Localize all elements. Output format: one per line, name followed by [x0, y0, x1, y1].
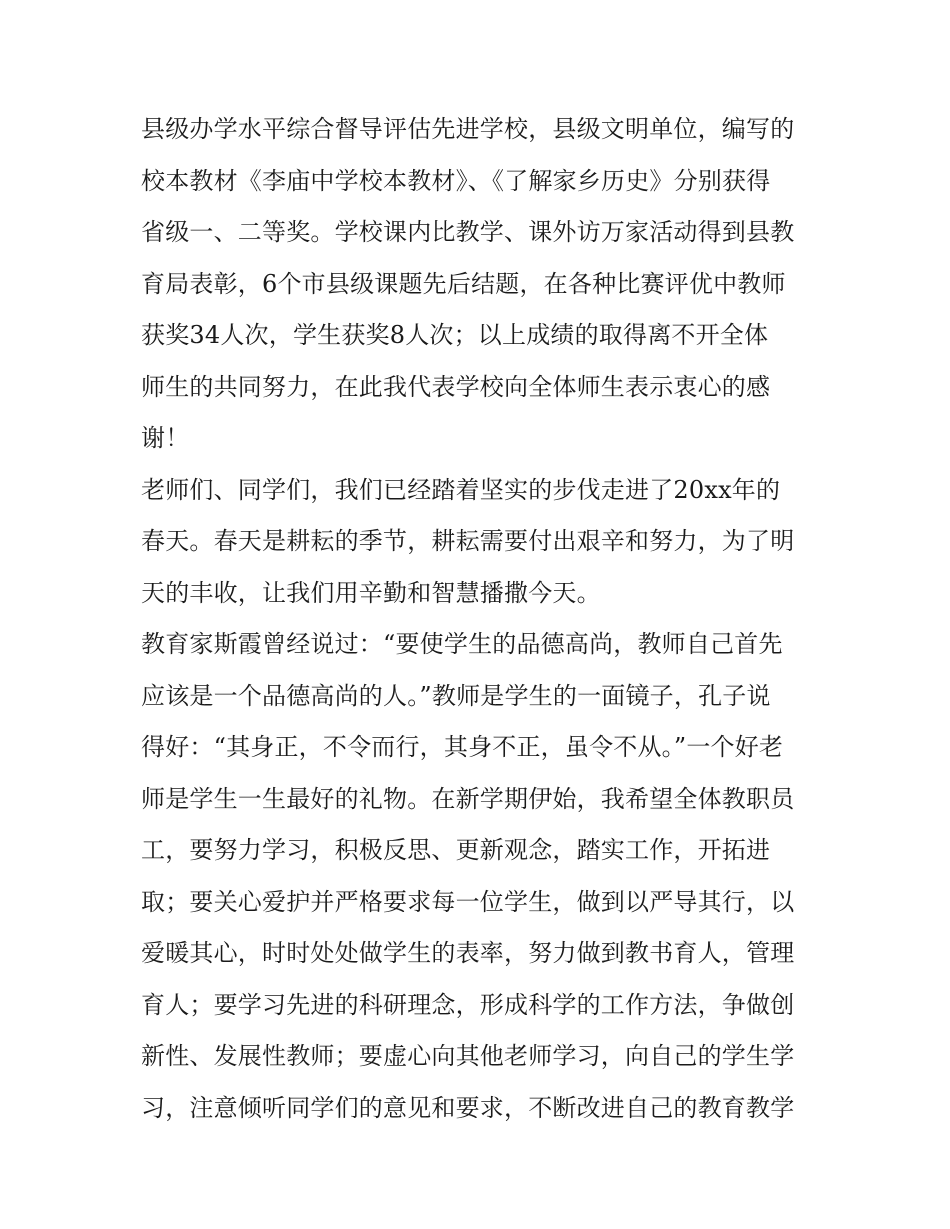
text-line: 应该是一个品德高尚的人。”教师是学生的一面镜子，孔子说 [141, 681, 771, 710]
text-line: 育人；要学习先进的科研理念，形成科学的工作方法，争做创 [141, 990, 795, 1019]
text-line: 新性、发展性教师；要虚心向其他老师学习，向自己的学生学 [141, 1042, 795, 1070]
text-line: 天的丰收，让我们用辛勤和智慧播撒今天。 [141, 578, 601, 607]
text-line: 校本教材《李庙中学校本教材》、《了解家乡历史》分别获得 [141, 166, 771, 195]
body-text [141, 107, 821, 1137]
text-line: 爱暖其心，时时处处做学生的表率，努力做到教书育人，管理 [141, 939, 795, 967]
text-line: 谢！ [141, 424, 190, 452]
text-line: 育局表彰，6个市县级课题先后结题，在各种比赛评优中教师 [141, 269, 786, 298]
text-line: 县级办学水平综合督导评估先进学校，县级文明单位，编写的 [141, 115, 795, 143]
text-line: 工，要努力学习，积极反思、更新观念，踏实工作，开拓进 [141, 836, 771, 864]
text-line: 得好：“其身正，不令而行，其身不正，虽令不从。”一个好老 [141, 733, 784, 761]
text-line: 师生的共同努力，在此我代表学校向全体师生表示衷心的感 [141, 372, 771, 401]
text-line: 春天。春天是耕耘的季节，耕耘需要付出艰辛和努力，为了明 [141, 527, 795, 555]
text-line: 老师们、同学们，我们已经踏着坚实的步伐走进了20xx年的 [141, 475, 781, 504]
text-line: 教育家斯霞曾经说过：“要使学生的品德高尚，教师自己首先 [141, 630, 783, 658]
text-line: 获奖34人次，学生获奖8人次；以上成绩的取得离不开全体 [141, 321, 769, 349]
text-line: 取；要关心爱护并严格要求每一位学生，做到以严导其行，以 [141, 887, 795, 916]
text-line: 省级一、二等奖。学校课内比教学、课外访万家活动得到县教 [141, 218, 795, 246]
text-line: 师是学生一生最好的礼物。在新学期伊始，我希望全体教职员 [141, 784, 795, 813]
text-line: 习，注意倾听同学们的意见和要求，不断改进自己的教育教学 [141, 1093, 795, 1122]
